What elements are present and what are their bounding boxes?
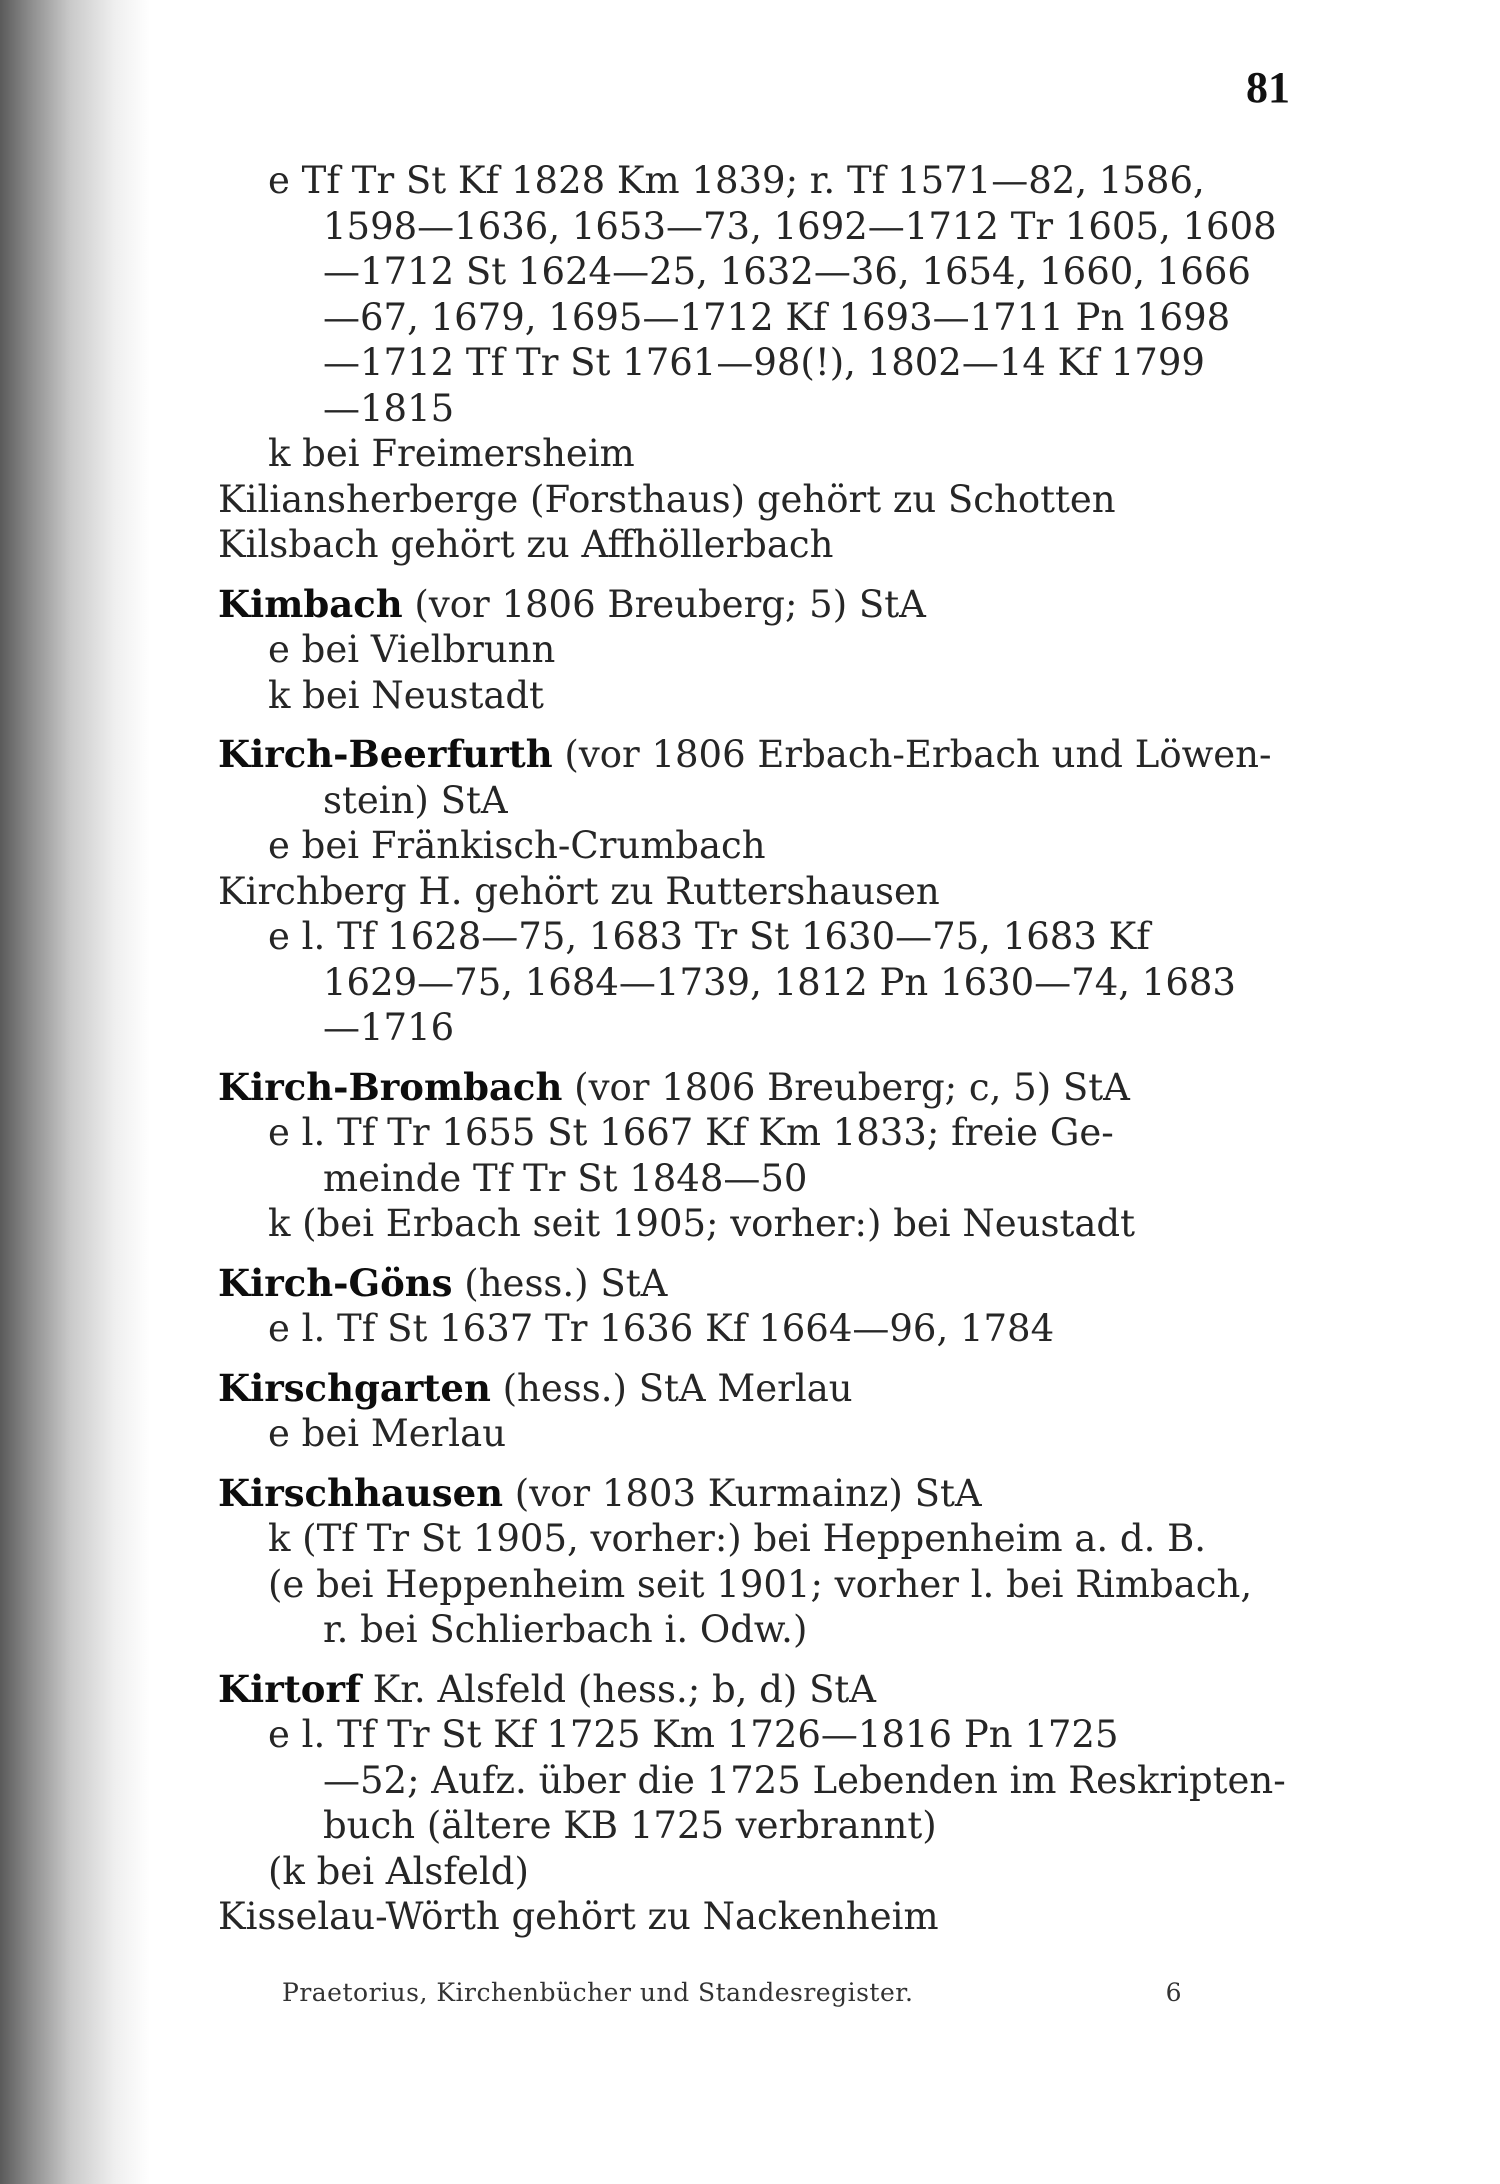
entry-line: [218, 431, 1298, 477]
entry-text: (hess.) StA: [452, 1261, 668, 1305]
entry-line: [218, 386, 1298, 432]
place-name: Kimbach: [218, 581, 403, 626]
entry-spacer: [218, 1352, 1298, 1366]
entry-text: —67, 1679, 1695—1712 Kf 1693—1711 Pn 1698: [323, 295, 1231, 339]
place-name: Kirch-Brombach: [218, 1064, 563, 1109]
entry-heading-line: [218, 1366, 1298, 1412]
entry-text: k bei Neustadt: [268, 673, 544, 717]
entry-line: [218, 1005, 1298, 1051]
entry-line: [218, 204, 1298, 250]
entry-line: [218, 1712, 1298, 1758]
entry-spacer: [218, 1653, 1298, 1667]
entry-spacer: [218, 568, 1298, 582]
entry-text: e l. Tf 1628—75, 1683 Tr St 1630—75, 1683 Kf: [268, 915, 1150, 958]
entry-spacer: [218, 718, 1298, 732]
entry-line: [218, 673, 1298, 719]
entry-text: e Tf Tr St Kf 1828 Km 1839; r. Tf 1571—82, 1586,: [268, 159, 1205, 202]
entry-line: [218, 960, 1298, 1006]
entry-heading-line: [218, 1471, 1298, 1517]
entry-text: Kisselau-Wörth gehört zu Nackenheim: [218, 1895, 939, 1938]
page-number: 81: [1246, 63, 1290, 112]
entry-heading-line: [218, 1667, 1298, 1713]
place-name: Kirch-Göns: [218, 1260, 453, 1305]
entry-text: (hess.) StA Merlau: [490, 1366, 853, 1410]
entry-text: e bei Vielbrunn: [268, 628, 556, 671]
entry-line: [218, 823, 1298, 869]
entry-spacer: [218, 1247, 1298, 1261]
place-name: Kirschhausen: [218, 1470, 504, 1515]
register-entries: [218, 158, 1298, 1940]
entry-heading-line: [218, 1065, 1298, 1111]
entry-text: —1815: [323, 386, 455, 430]
entry-text: —52; Aufz. über die 1725 Lebenden im Reskripten-: [323, 1758, 1286, 1802]
footer-title: Praetorius, Kirchenbücher und Standesregister.: [282, 1978, 914, 2007]
entry-line: [218, 627, 1298, 673]
entry-line: [218, 1516, 1298, 1562]
entry-text: Kiliansherberge (Forsthaus) gehört zu Schotten: [218, 477, 1116, 521]
place-name: Kirtorf: [218, 1666, 361, 1711]
entry-text: e l. Tf Tr St Kf 1725 Km 1726—1816 Pn 1725: [268, 1713, 1119, 1756]
entry-line: [218, 1411, 1298, 1457]
entry-text: e l. Tf St 1637 Tr 1636 Kf 1664—96, 1784: [268, 1307, 1055, 1350]
place-name: Kirch-Beerfurth: [218, 732, 553, 776]
entry-text: —1712 St 1624—25, 1632—36, 1654, 1660, 1666: [323, 250, 1251, 293]
entry-text: (vor 1806 Erbach-Erbach und Löwen-: [552, 733, 1272, 776]
entry-line: [218, 295, 1298, 341]
entry-text: buch (ältere KB 1725 verbrannt): [323, 1804, 937, 1847]
entry-line: [218, 1562, 1298, 1608]
entry-line: [218, 1607, 1298, 1653]
entry-text: e l. Tf Tr 1655 St 1667 Kf Km 1833; freie Ge-: [268, 1111, 1114, 1154]
entry-line: [218, 158, 1298, 204]
entry-text: meinde Tf Tr St 1848—50: [323, 1156, 808, 1200]
entry-text: r. bei Schlierbach i. Odw.): [323, 1608, 808, 1651]
entry-line: [218, 1849, 1298, 1895]
entry-text: (e bei Heppenheim seit 1901; vorher l. bei Rimbach,: [268, 1562, 1253, 1606]
entry-line: [218, 1803, 1298, 1849]
entry-text: (vor 1803 Kurmainz) StA: [503, 1471, 982, 1515]
entry-line: [218, 1156, 1298, 1202]
entry-text: Kirchberg H. gehört zu Ruttershausen: [218, 869, 940, 913]
entry-heading-line: [218, 582, 1298, 628]
entry-text: k (bei Erbach seit 1905; vorher:) bei Neustadt: [268, 1202, 1135, 1245]
entry-text: e bei Merlau: [268, 1412, 507, 1455]
entry-line: [218, 340, 1298, 386]
entry-line: [218, 914, 1298, 960]
sheet-signature: 6: [1165, 1978, 1182, 2007]
entry-line: [218, 1306, 1298, 1352]
entry-heading-line: [218, 732, 1298, 778]
entry-line: [218, 1201, 1298, 1247]
entry-text: —1716: [323, 1006, 455, 1049]
entry-line: [218, 1894, 1298, 1940]
entry-spacer: [218, 1457, 1298, 1471]
entry-line: [218, 522, 1298, 568]
entry-text: —1712 Tf Tr St 1761—98(!), 1802—14 Kf 1799: [323, 341, 1205, 384]
entry-text: 1598—1636, 1653—73, 1692—1712 Tr 1605, 1608: [323, 204, 1277, 248]
entry-line: [218, 1758, 1298, 1804]
entry-line: [218, 477, 1298, 523]
entry-text: e bei Fränkisch-Crumbach: [268, 824, 766, 867]
entry-text: stein) StA: [323, 778, 508, 822]
entry-line: [218, 249, 1298, 295]
entry-line: [218, 778, 1298, 824]
page-footer: [282, 1978, 1202, 2007]
entry-line: [218, 869, 1298, 915]
entry-text: k bei Freimersheim: [268, 432, 635, 475]
entry-text: 1629—75, 1684—1739, 1812 Pn 1630—74, 1683: [323, 960, 1236, 1004]
entry-text: Kilsbach gehört zu Affhöllerbach: [218, 523, 834, 566]
entry-text: (vor 1806 Breuberg; 5) StA: [402, 582, 926, 626]
entry-heading-line: [218, 1261, 1298, 1307]
entry-text: (vor 1806 Breuberg; c, 5) StA: [562, 1065, 1130, 1109]
entry-line: [218, 1110, 1298, 1156]
entry-text: Kr. Alsfeld (hess.; b, d) StA: [360, 1667, 876, 1711]
entry-text: k (Tf Tr St 1905, vorher:) bei Heppenheim a. d. B.: [268, 1517, 1207, 1560]
place-name: Kirschgarten: [218, 1365, 491, 1410]
entry-text: (k bei Alsfeld): [268, 1849, 529, 1893]
entry-spacer: [218, 1051, 1298, 1065]
